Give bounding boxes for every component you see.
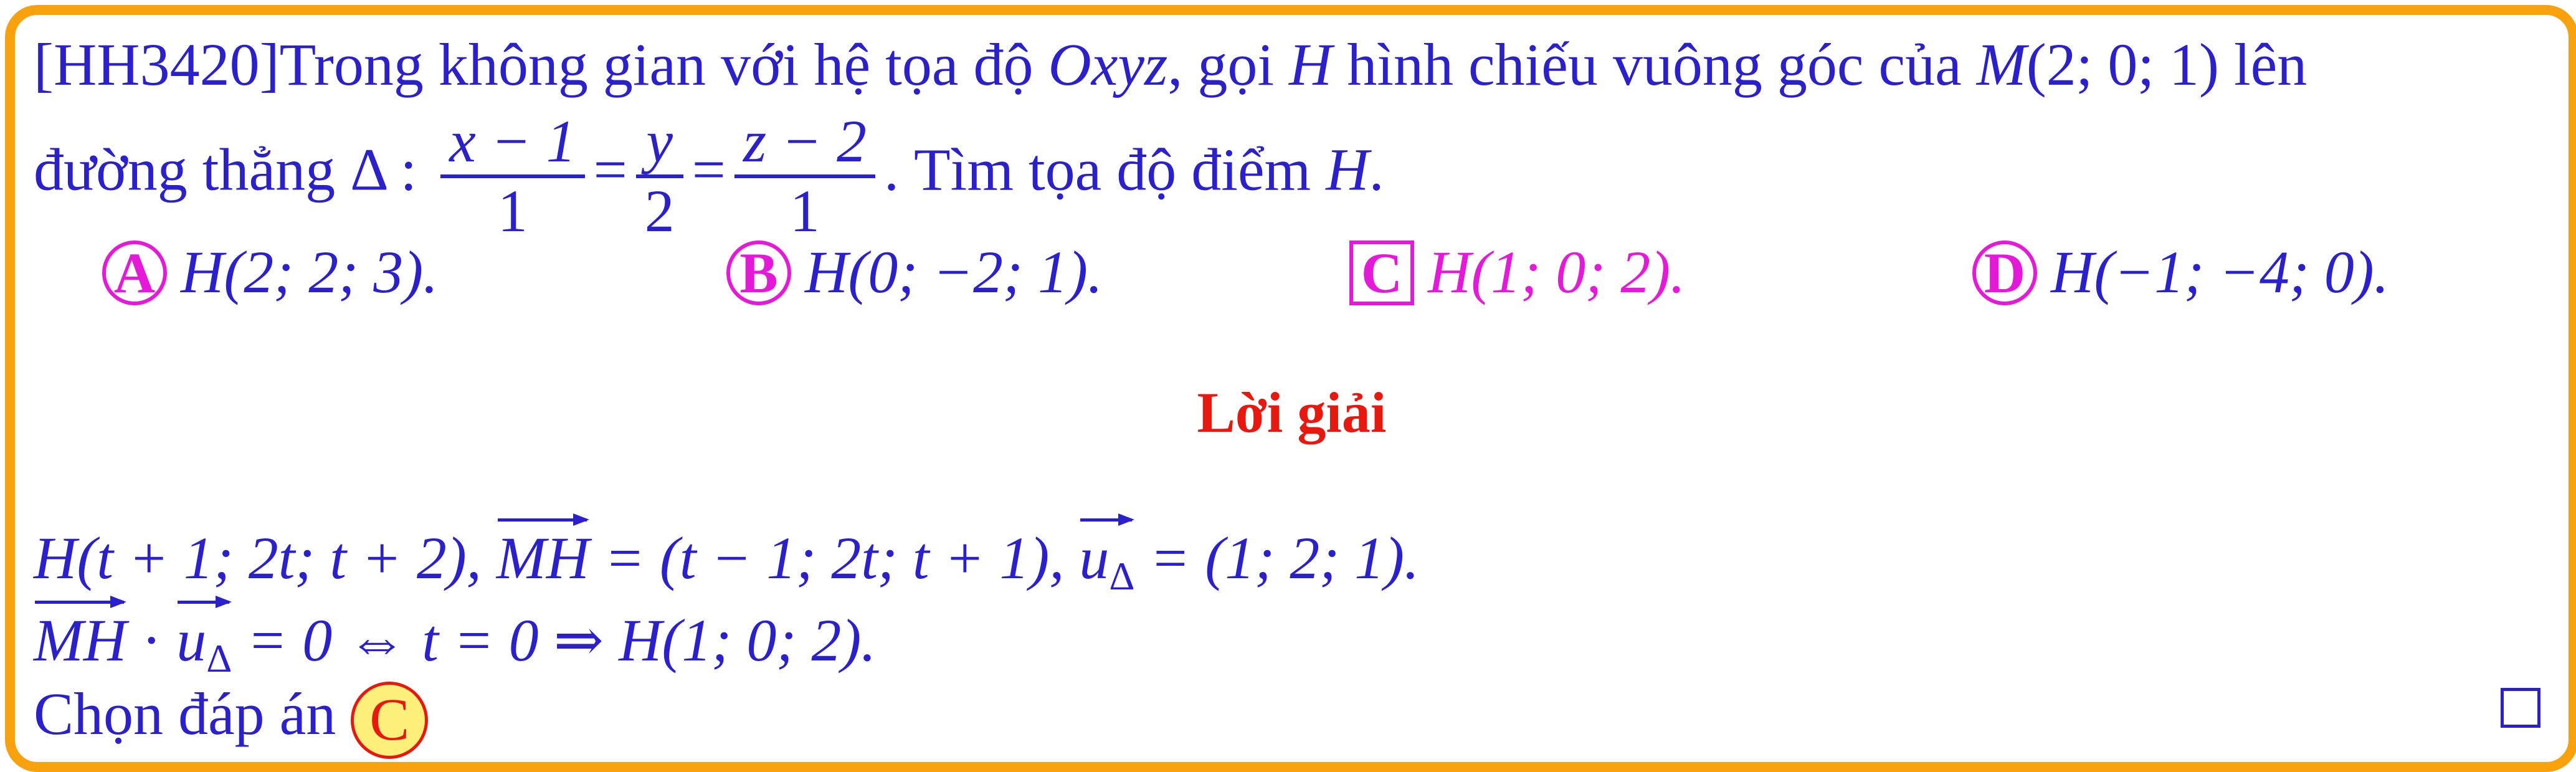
answer-b[interactable]	[726, 241, 1103, 305]
answer-a-text: H(2; 2; 3).	[181, 239, 439, 305]
answer-b-text: H(0; −2; 1).	[805, 239, 1103, 305]
answer-d-marker: D	[1972, 241, 2037, 305]
answer-d[interactable]	[1972, 241, 2389, 305]
problem-code: [HH3420]	[34, 31, 280, 98]
answer-d-text: H(−1; −4; 0).	[2051, 239, 2389, 305]
fraction-x: $\frac{x - 1}{1}$	[440, 108, 584, 244]
vector-u: $u_\Delta$	[176, 596, 232, 679]
answer-a[interactable]	[102, 241, 438, 305]
final-answer-badge: C	[351, 682, 428, 759]
question-line-1: [HH3420]Trong không gian với hệ tọa độ Oxyz, gọi H hình chiếu vuông góc của M(2; 0; 1) lên	[34, 31, 2307, 98]
question-line-2: đường thẳng Δ : $\frac{x - 1}{1}$ = $\frac{y}{2}$ = $\frac{z - 2}{1}$ . Tìm tọa độ điểm H.	[34, 108, 1384, 244]
vector-mh: MH	[497, 513, 589, 588]
answer-c-marker: C	[1349, 241, 1414, 305]
vector-mh: MH	[34, 596, 126, 670]
solution-line-2: MH · $u_\Delta = 0$ ⇔ t = 0 ⇒ H(1; 0; 2).	[34, 596, 876, 679]
problem-box	[5, 5, 2576, 772]
answer-c-text: H(1; 0; 2).	[1428, 239, 1686, 305]
solution-heading: Lời giải	[1197, 381, 1387, 444]
choose-answer-label: Chọn đáp án	[34, 680, 351, 748]
answer-a-marker: A	[102, 241, 167, 305]
vector-u: $u_\Delta$	[1079, 513, 1134, 596]
fraction-y: $\frac{y}{2}$	[636, 108, 683, 244]
solution-line-3	[34, 682, 428, 759]
answer-b-marker: B	[726, 241, 791, 305]
solution-line-1: H(t + 1; 2t; t + 2), MH = (t − 1; 2t; t + 1), $u_\Delta = (1$; 2; 1).	[34, 513, 1419, 596]
fraction-z: $\frac{z - 2}{1}$	[734, 108, 875, 244]
answer-c[interactable]	[1349, 241, 1685, 305]
end-of-proof-icon	[2501, 688, 2540, 728]
